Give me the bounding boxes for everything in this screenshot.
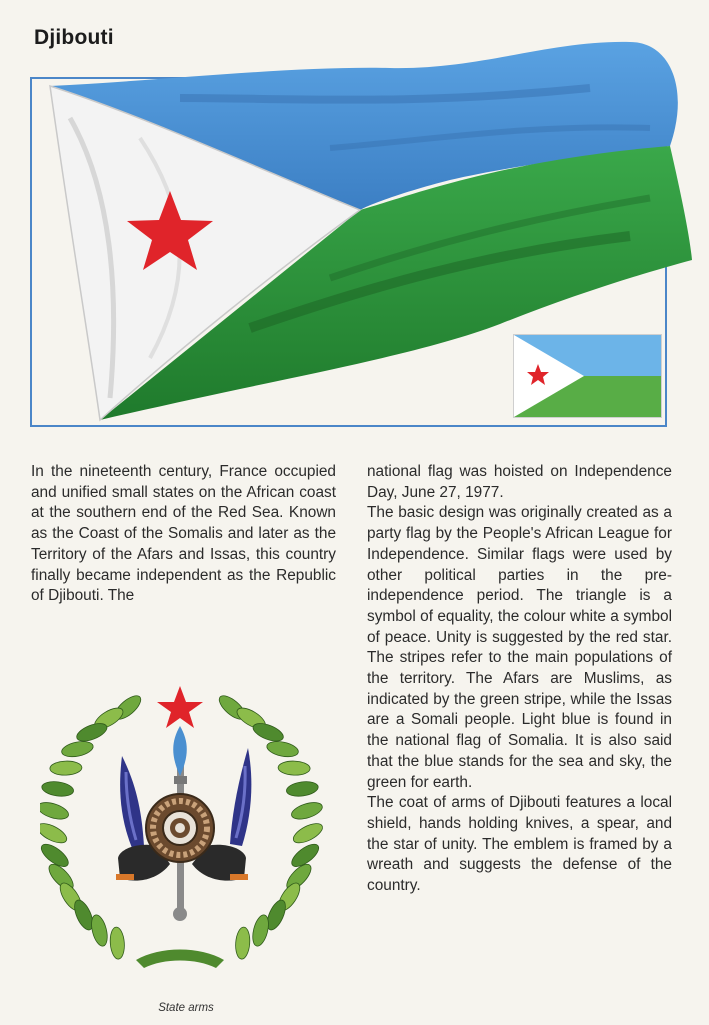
laurel-leaf bbox=[60, 739, 94, 759]
laurel-leaf bbox=[290, 799, 325, 822]
laurel-leaf bbox=[235, 927, 251, 960]
spear-collar bbox=[174, 776, 187, 784]
coat-of-arms-illustration bbox=[40, 668, 330, 978]
text-column-right bbox=[367, 462, 672, 897]
text-column-left bbox=[31, 462, 336, 607]
wreath-ribbon bbox=[136, 950, 224, 969]
laurel-leaf bbox=[278, 761, 310, 776]
laurel-leaf bbox=[266, 739, 300, 759]
laurel-leaf bbox=[50, 761, 82, 776]
body-paragraph: The coat of arms of Djibouti features a local shield, hands holding knives, a spear, and the star of unity. The emblem is framed by a wreath and suggests the defense of the country. bbox=[367, 794, 672, 895]
page-title: Djibouti bbox=[34, 26, 114, 49]
spear-head-icon bbox=[173, 726, 187, 776]
laurel-leaf bbox=[109, 927, 125, 960]
left-knife-icon bbox=[120, 756, 144, 848]
left-cuff bbox=[116, 874, 134, 880]
right-cuff bbox=[230, 874, 248, 880]
laurel-leaf bbox=[285, 780, 319, 798]
laurel-leaf bbox=[41, 780, 75, 798]
spear-butt bbox=[173, 907, 187, 921]
small-flag-illustration bbox=[514, 335, 661, 417]
laurel-leaf bbox=[40, 799, 70, 822]
laurel-leaf bbox=[290, 820, 325, 847]
arms-red-star-icon bbox=[157, 686, 203, 728]
figure-caption: State arms bbox=[158, 1002, 214, 1014]
body-paragraph: The basic design was originally created as a party flag by the People's African League for Independence. Similar flags were used by other political parties in the pre-independence period. The triangle is a symbol of equality, the colour white a symbol of peace. Unity is suggested by the red star. The stripes refer to the main populations of the territory. The Afars are Muslims, as indicated by the green stripe, while the Issas are a Somali people. Light blue is found in the national flag of Somalia. It is also said that the blue stands for the sea and sky, the green for earth. bbox=[367, 504, 672, 791]
right-knife-icon bbox=[230, 748, 251, 846]
body-paragraph: In the nineteenth century, France occupied and unified small states on the African coast at the southern end of the Red Sea. Known as the Coast of the Somalis and later as the Territory of the Afars and Issas, this country finally became independent as the Republic of Djibouti. The bbox=[31, 463, 336, 605]
laurel-leaf bbox=[40, 820, 70, 847]
body-paragraph: national flag was hoisted on Independence Day, June 27, 1977. bbox=[367, 463, 672, 501]
